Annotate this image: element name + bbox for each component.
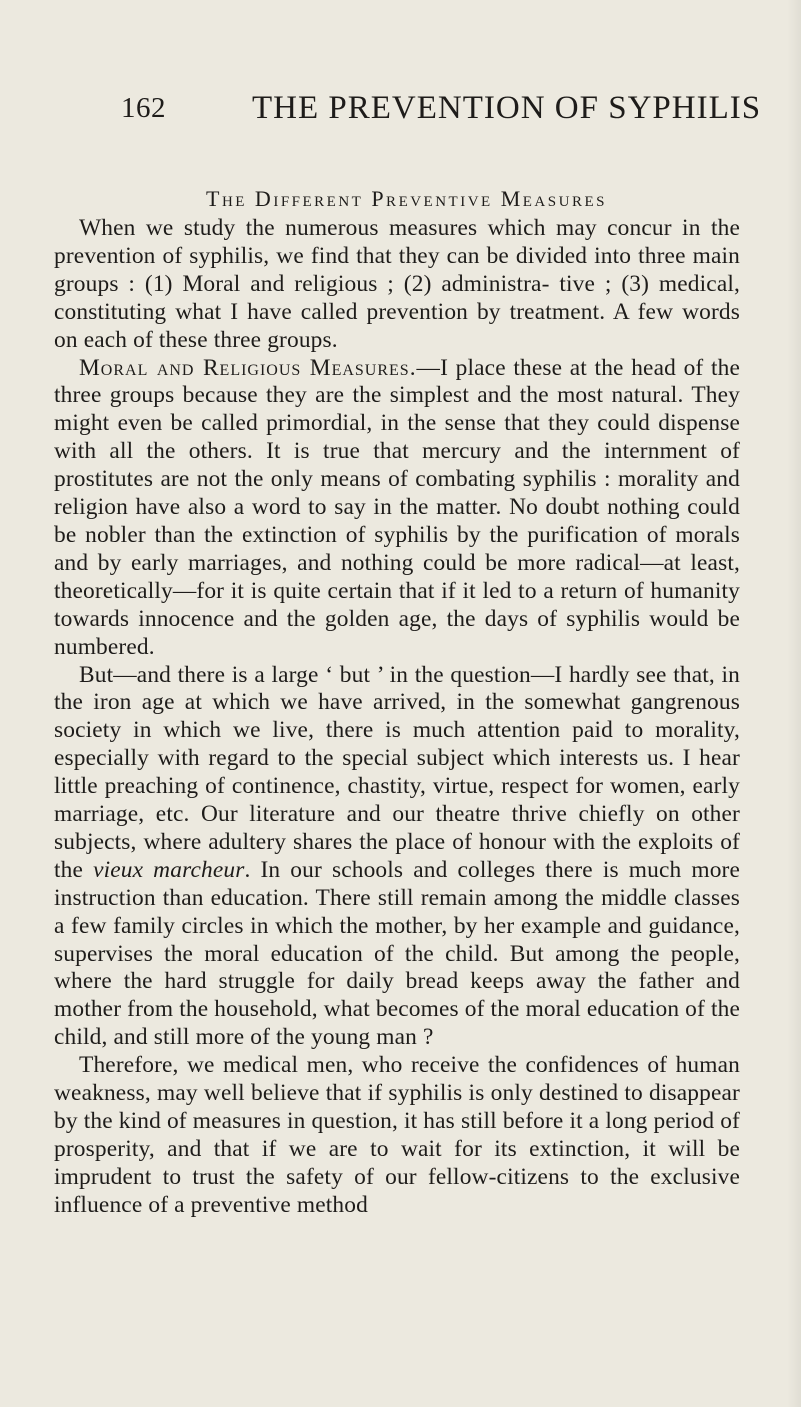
paragraph-but	[54, 662, 740, 1053]
paragraph-text: —I place these at the head of the three groups because they are the simplest and the most natural. They might even be called primordial, in the sense that they could dispense with all the others. It is true that mercury and the internment of prostitutes are not the only means of combating syphilis : morality and religion have also a word to say in the matter. No doubt nothing could be nobler than the extinction of syphilis by the purification of morals and by early marriages, and nothing could be more radical—at least, theoretically—for it is quite certain that if it led to a return of humanity towards innocence and the golden age, the days of syphilis would be numbered.	[54, 354, 740, 660]
italic-phrase: vieux marcheur	[93, 856, 245, 883]
paragraph-text: But—and there is a large ‘ but ’ in the question—I hardly see that, in the iron age at which we have arrived, in the somewhat gangrenous society in which we live, there is much attention paid to morality, especially with regard to the special subject which interests us. I hear little preaching of continence, chastity, virtue, respect for women, early marriage, etc. Our literature and our theatre thrive chiefly on other subjects, where adultery shares the place of honour with the exploits of the	[54, 661, 740, 883]
paragraph-therefore: Therefore, we medical men, who receive the confidences of human weakness, may well believe that if syphilis is only destined to disappear by the kind of measures in question, it has still before it a long period of prosperity, and that if we are to wait for its extinction, it will be imprudent to trust the safety of our fellow-citizens to the exclusive influence of a preventive method	[54, 1052, 740, 1218]
paragraph-moral-measures	[54, 355, 740, 662]
section-heading: The Different Preventive Measures	[206, 186, 607, 211]
paragraph-intro: When we study the numerous measures which may concur in the prevention of syphilis, we find that they can be divided into three main groups : (1) Moral and religious ; (2) administra- tive ; (3) medical, constituting what I have called prevention by treatment. A few words on each of these three groups.	[54, 215, 740, 353]
page-number: 162	[121, 92, 166, 124]
running-head: THE PREVENTION OF SYPHILIS	[252, 90, 762, 126]
paragraph-text: . In our schools and colleges there is much more instruction than education. There still remain among the middle classes a few family circles in which the mother, by her example and guidance, supervises the moral education of the child. But among the people, where the hard struggle for daily bread keeps away the father and mother from the household, what becomes of the moral education of the child, and still more of the young man ?	[54, 856, 741, 1051]
paragraph-run-in-heading: Moral and Religious Measures.	[79, 354, 417, 381]
body-text	[54, 215, 740, 1220]
page-edge-shadow	[787, 0, 801, 1407]
